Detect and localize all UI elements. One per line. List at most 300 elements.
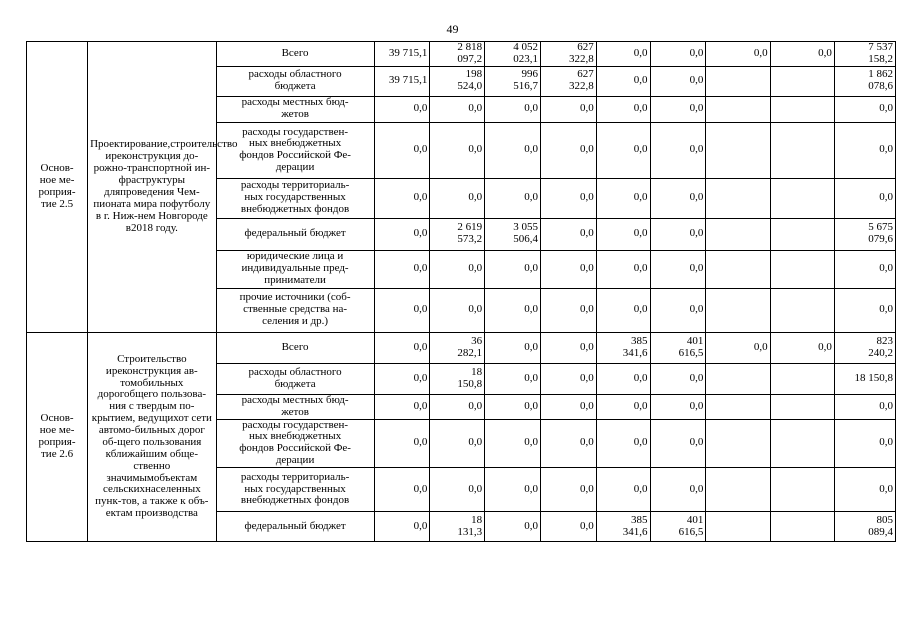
amount-cell [596,288,650,332]
amount-cell [430,178,485,218]
amount-value: 0,0 [689,262,704,275]
event-number-line: тие 2.5 [41,197,74,210]
event-description-line: фраструктуры для [104,174,186,198]
amount-value: 0,0 [468,482,483,495]
amount-value: 0,0 [413,371,428,384]
amount-cell [485,218,541,250]
funding-source-cell [216,468,374,512]
amount-value: 3 055 [513,221,538,234]
amount-cell [770,363,834,394]
event-number-line: Основ- [40,162,74,175]
amount-value: 0,0 [879,102,893,115]
amount-value: 0,0 [413,482,428,495]
funding-source-line: Всего [281,46,309,59]
amount-cell [770,122,834,178]
amount-cell [706,42,770,67]
amount-cell [834,178,895,218]
amount-value: 0,0 [689,74,704,87]
amount-value: 0,0 [524,143,538,156]
amount-cell [540,332,596,363]
amount-value: 0,0 [580,519,594,532]
funding-source-line: расходы территориаль- [240,470,350,483]
amount-value: 0,0 [633,482,648,495]
amount-value: 0,0 [468,399,483,412]
event-description-line: ближайшим обще- [110,447,198,460]
funding-source-cell [216,363,374,394]
amount-value: 341,6 [622,525,648,538]
amount-value: 150,8 [457,377,483,390]
event-description-line: Проектирование, [90,138,171,151]
amount-value: 0,0 [413,340,428,353]
amount-value: 0,0 [580,436,594,449]
amount-cell [706,419,770,468]
funding-source-line: расходы местных бюд- [241,393,349,406]
amount-value: 131,3 [457,525,483,538]
funding-source-cell [216,66,374,96]
amount-value: 0,0 [524,102,538,115]
amount-cell [485,250,541,288]
amount-value: 0,0 [524,303,538,316]
amount-value: 18 [471,513,483,526]
funding-source-line: ных внебюджетных [248,430,342,443]
amount-cell [770,66,834,96]
amount-cell [770,394,834,419]
amount-cell [706,122,770,178]
amount-cell [596,96,650,122]
amount-cell [706,332,770,363]
amount-value: 0,0 [879,482,893,495]
event-description-line: пионата мира по [93,197,172,210]
amount-cell [374,394,430,419]
amount-value: 0,0 [689,399,704,412]
funding-source-line: расходы областного [248,68,342,81]
funding-source-cell [216,332,374,363]
amount-cell [706,96,770,122]
amount-cell [540,218,596,250]
amount-cell [596,178,650,218]
amount-cell [485,332,541,363]
amount-cell [770,468,834,512]
page-number: 49 [446,22,459,36]
amount-value: 0,0 [580,143,594,156]
amount-value: 2 619 [457,221,483,234]
amount-value: 0,0 [633,262,648,275]
funding-source-line: расходы местных бюд- [241,96,349,109]
amount-cell [650,218,706,250]
event-description-line: ния с твердым по- [109,400,195,413]
amount-value: 0,0 [633,436,648,449]
amount-cell [485,178,541,218]
funding-source-line: внебюджетных фондов [240,494,350,507]
event-description-line: тов, а также к объ- [121,495,209,508]
amount-value: 0,0 [413,436,428,449]
event-description-line: крытием, ведущих [91,412,179,425]
funding-source-line: фондов Российской Фе- [239,442,351,455]
amount-cell [834,288,895,332]
event-number-line: ное ме- [39,174,75,186]
amount-value: 079,6 [868,233,893,246]
amount-value: 0,0 [818,340,832,353]
amount-value: 401 [686,334,704,347]
amount-value: 0,0 [580,371,594,384]
amount-value: 341,6 [622,346,648,359]
event-description-line: от сети автомо- [98,412,212,436]
amount-cell [374,332,430,363]
amount-cell [374,96,430,122]
funding-source-line: дерации [275,454,315,467]
amount-value: 282,1 [457,346,483,359]
amount-cell [650,96,706,122]
amount-cell [650,394,706,419]
funding-source-line: приниматели [264,274,326,287]
amount-cell [596,66,650,96]
funding-source-cell [216,512,374,542]
amount-cell [596,363,650,394]
funding-source-line: жетов [281,405,309,418]
event-description-line: нем Новгороде в [125,209,208,234]
amount-cell [770,250,834,288]
amount-cell [834,512,895,542]
amount-cell [430,468,485,512]
funding-source-line: бюджета [274,80,316,93]
amount-cell [596,122,650,178]
amount-value: 0,0 [633,74,648,87]
amount-value: 39 715,1 [388,46,428,59]
amount-value: 0,0 [468,143,483,156]
amount-cell [430,512,485,542]
amount-value: 198 [465,68,483,81]
event-number-line: роприя- [38,435,76,448]
table-row [27,42,896,67]
funding-source-cell [216,419,374,468]
funding-source-line: жетов [281,108,309,121]
event-number-line: ное ме- [39,424,75,436]
amount-cell [596,419,650,468]
amount-cell [540,394,596,419]
amount-value: 1 862 [868,68,893,81]
amount-value: 0,0 [524,482,538,495]
amount-value: 0,0 [689,303,704,316]
amount-cell [650,512,706,542]
amount-cell [430,394,485,419]
amount-value: 0,0 [524,262,538,275]
amount-value: 5 675 [868,221,893,234]
event-number-cell [27,42,88,333]
amount-value: 0,0 [689,143,704,156]
amount-cell [650,332,706,363]
amount-value: 0,0 [633,46,648,59]
amount-cell [706,512,770,542]
budget-table [26,41,896,542]
amount-value: 0,0 [580,303,594,316]
amount-value: 0,0 [633,102,648,115]
amount-cell [540,288,596,332]
amount-cell [596,468,650,512]
amount-cell [770,288,834,332]
amount-value: 0,0 [524,340,538,353]
funding-source-cell [216,42,374,67]
funding-source-cell [216,250,374,288]
amount-value: 0,0 [468,436,483,449]
amount-cell [834,468,895,512]
amount-cell [540,122,596,178]
amount-cell [706,218,770,250]
amount-value: 0,0 [633,227,648,240]
event-description-line: проведения Чем- [120,185,200,198]
amount-cell [374,363,430,394]
event-number-line: Основ- [40,412,74,425]
funding-source-line: ных государственных [244,191,346,204]
event-number-line: тие 2.6 [41,447,74,460]
amount-value: 0,0 [468,303,483,316]
amount-cell [374,178,430,218]
event-description-line: ственно значимым [106,459,171,484]
funding-source-line: юридические лица и [246,250,344,263]
amount-value: 0,0 [633,303,648,316]
funding-source-line: ных внебюджетных [248,137,342,150]
funding-source-line: индивидуальные пред- [241,262,349,275]
amount-cell [706,250,770,288]
funding-source-line: внебюджетных фондов [240,203,350,216]
event-description-line: реконструкция ав- [111,364,198,377]
event-description-line: щего пользования к [105,435,202,460]
amount-value: 524,0 [457,80,483,93]
amount-cell [706,288,770,332]
amount-cell [374,288,430,332]
amount-cell [834,332,895,363]
amount-value: 0,0 [633,143,648,156]
event-description-line: томобильных дорог [97,376,184,401]
event-description-line: футболу в г. Ниж- [95,197,211,222]
amount-value: 0,0 [689,191,704,204]
amount-value: 0,0 [879,191,893,204]
amount-value: 023,1 [513,52,538,65]
amount-value: 078,6 [868,80,893,93]
event-description-line: ектам производства [105,507,198,520]
amount-cell [430,42,485,67]
amount-cell [430,419,485,468]
amount-cell [485,363,541,394]
amount-value: 627 [577,41,594,53]
amount-cell [650,178,706,218]
funding-source-cell [216,218,374,250]
amount-value: 0,0 [580,399,594,412]
amount-value: 385 [631,334,648,347]
amount-value: 2 818 [457,41,483,53]
amount-cell [485,288,541,332]
amount-value: 0,0 [468,191,483,204]
amount-cell [650,419,706,468]
event-description-line: строительство и [105,138,238,163]
amount-value: 0,0 [753,340,768,353]
amount-cell [430,332,485,363]
amount-cell [374,512,430,542]
amount-cell [430,122,485,178]
amount-cell [540,250,596,288]
funding-source-line: фондов Российской Фе- [239,149,351,162]
event-description-cell [88,332,217,541]
amount-cell [706,66,770,96]
amount-value: 0,0 [413,227,428,240]
amount-value: 573,2 [457,233,483,246]
amount-value: 097,2 [457,52,483,65]
funding-source-cell [216,178,374,218]
funding-source-cell [216,122,374,178]
amount-value: 36 [471,334,483,347]
amount-cell [540,178,596,218]
amount-value: 0,0 [879,262,893,275]
amount-value: 0,0 [818,46,832,59]
amount-value: 18 [471,365,483,378]
funding-source-line: расходы территориаль- [240,179,350,192]
event-description-line: транспортной ин- [126,162,211,175]
amount-cell [834,96,895,122]
funding-source-line: расходы государствен- [242,418,349,431]
amount-value: 089,4 [868,525,893,538]
amount-cell [596,512,650,542]
amount-value: 0,0 [633,191,648,204]
amount-cell [596,332,650,363]
amount-value: 401 [686,513,704,526]
funding-source-line: расходы областного [248,365,342,378]
amount-cell [834,394,895,419]
amount-cell [834,122,895,178]
event-description-line: 2018 году. [130,221,178,234]
amount-value: 158,2 [868,52,893,65]
amount-cell [485,122,541,178]
table-row [27,332,896,363]
amount-cell [430,250,485,288]
amount-value: 0,0 [413,399,428,412]
amount-cell [485,468,541,512]
funding-source-line: федеральный бюджет [244,227,346,240]
amount-value: 0,0 [524,371,538,384]
amount-cell [485,419,541,468]
funding-source-line: расходы государствен- [242,125,349,138]
amount-cell [834,419,895,468]
amount-value: 0,0 [580,227,594,240]
amount-cell [596,218,650,250]
amount-value: 823 [876,334,893,347]
amount-value: 0,0 [689,46,704,59]
funding-source-cell [216,96,374,122]
amount-value: 0,0 [524,436,538,449]
amount-cell [650,122,706,178]
amount-value: 0,0 [580,191,594,204]
amount-cell [374,419,430,468]
amount-value: 0,0 [580,102,594,115]
amount-cell [706,394,770,419]
amount-cell [540,42,596,67]
amount-cell [596,250,650,288]
amount-value: 516,7 [513,80,538,93]
amount-cell [430,363,485,394]
amount-value: 0,0 [689,482,704,495]
event-description-line: общего пользова- [123,388,207,401]
amount-value: 7 537 [868,41,893,53]
amount-value: 0,0 [413,303,428,316]
amount-value: 322,8 [569,52,594,65]
amount-cell [374,66,430,96]
amount-cell [650,288,706,332]
amount-cell [540,66,596,96]
amount-value: 322,8 [569,80,594,93]
amount-cell [770,96,834,122]
amount-value: 0,0 [633,399,648,412]
amount-cell [706,178,770,218]
amount-cell [596,394,650,419]
amount-cell [374,468,430,512]
funding-source-line: ственные средства на- [243,303,348,316]
amount-value: 0,0 [580,482,594,495]
amount-cell [485,394,541,419]
amount-value: 0,0 [413,519,428,532]
event-description-line: бильных дорог об- [102,424,205,448]
event-number-line: роприя- [38,185,76,198]
amount-value: 0,0 [524,399,538,412]
funding-source-line: бюджета [274,377,316,390]
amount-cell [706,363,770,394]
amount-value: 0,0 [879,399,893,412]
amount-value: 0,0 [580,340,594,353]
amount-cell [540,419,596,468]
amount-cell [834,42,895,67]
amount-cell [430,218,485,250]
amount-value: 240,2 [868,346,893,359]
amount-cell [485,512,541,542]
amount-cell [770,332,834,363]
amount-value: 0,0 [879,303,893,316]
event-description-line: Строительство и [105,352,187,377]
amount-cell [770,218,834,250]
amount-value: 0,0 [879,143,893,156]
amount-value: 0,0 [633,371,648,384]
funding-source-line: дерации [275,161,315,174]
amount-value: 0,0 [689,371,704,384]
amount-cell [596,42,650,67]
amount-cell [374,42,430,67]
amount-cell [430,288,485,332]
amount-cell [650,66,706,96]
amount-value: 0,0 [689,227,704,240]
funding-source-line: федеральный бюджет [244,519,346,532]
amount-cell [650,42,706,67]
funding-source-line: селения и др.) [262,315,329,328]
amount-cell [485,42,541,67]
amount-cell [770,42,834,67]
amount-value: 0,0 [879,436,893,449]
amount-cell [706,468,770,512]
amount-cell [650,468,706,512]
amount-cell [834,250,895,288]
event-number-cell [27,332,88,541]
amount-cell [770,419,834,468]
amount-value: 506,4 [513,233,538,246]
amount-value: 0,0 [689,102,704,115]
amount-cell [485,96,541,122]
amount-value: 616,5 [678,525,704,538]
amount-value: 0,0 [524,519,538,532]
amount-value: 0,0 [413,262,428,275]
amount-cell [430,66,485,96]
amount-cell [540,512,596,542]
amount-cell [374,250,430,288]
funding-source-cell [216,394,374,419]
amount-value: 0,0 [689,436,704,449]
amount-value: 0,0 [413,102,428,115]
amount-value: 385 [631,513,648,526]
amount-cell [834,363,895,394]
